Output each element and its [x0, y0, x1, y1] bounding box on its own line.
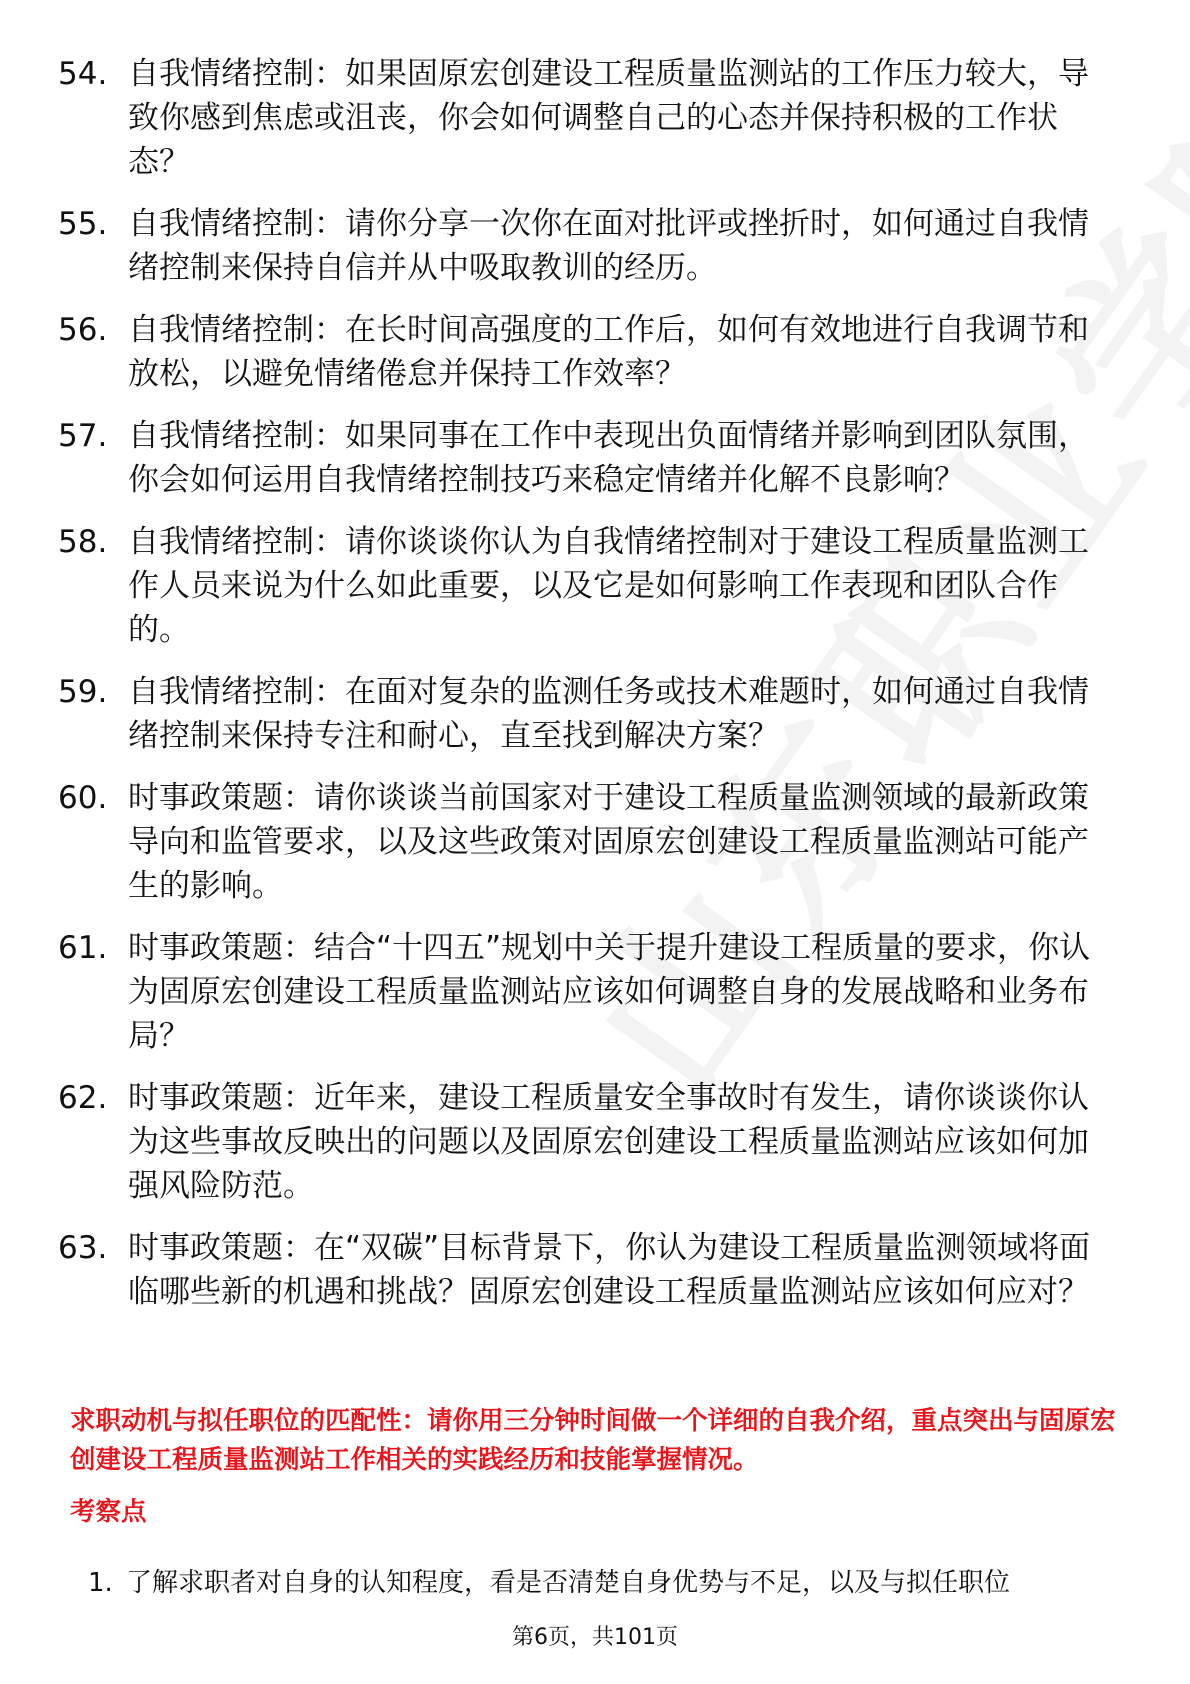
- question-number: 60.: [58, 780, 108, 816]
- question-number: 55.: [58, 206, 108, 242]
- question-text: 自我情绪控制：请你分享一次你在面对批评或挫折时，如何通过自我情绪控制来保持自信并从中吸取教训的经历。: [128, 206, 1089, 286]
- page-footer: 第6页，共101页: [512, 1625, 678, 1650]
- question-item: [58, 776, 1118, 908]
- point-text: 了解求职者对自身的认知程度，看是否清楚自身优势与不足，以及与拟任职位: [126, 1568, 1011, 1598]
- question-list: [58, 52, 1118, 1332]
- section-title: 考察点: [70, 1497, 147, 1527]
- question-number: 56.: [58, 312, 108, 348]
- highlight-question: 求职动机与拟任职位的匹配性：请你用三分钟时间做一个详细的自我介绍，重点突出与固原宏创建设工程质量监测站工作相关的实践经历和技能掌握情况。: [70, 1406, 1116, 1475]
- question-item: [58, 520, 1118, 652]
- question-item: [58, 414, 1118, 502]
- point-number: 1.: [88, 1568, 113, 1598]
- question-text: 自我情绪控制：在长时间高强度的工作后，如何有效地进行自我调节和放松，以避免情绪倦怠并保持工作效率？: [128, 312, 1089, 392]
- question-text: 自我情绪控制：在面对复杂的监测任务或技术难题时，如何通过自我情绪控制来保持专注和耐心，直至找到解决方案？: [128, 674, 1089, 754]
- question-text: 自我情绪控制：如果固原宏创建设工程质量监测站的工作压力较大，导致你感到焦虑或沮丧，你会如何调整自己的心态并保持积极的工作状态？: [128, 56, 1089, 180]
- question-number: 63.: [58, 1230, 108, 1266]
- question-item: [58, 308, 1118, 396]
- question-text: 自我情绪控制：如果同事在工作中表现出负面情绪并影响到团队氛围，你会如何运用自我情绪控制技巧来稳定情绪并化解不良影响？: [128, 418, 1089, 498]
- question-number: 62.: [58, 1080, 108, 1116]
- question-item: [58, 1226, 1118, 1314]
- question-item: [58, 670, 1118, 758]
- question-item: [58, 52, 1118, 184]
- question-text: 时事政策题：请你谈谈当前国家对于建设工程质量监测领域的最新政策导向和监管要求，以及这些政策对固原宏创建设工程质量监测站可能产生的影响。: [128, 780, 1089, 904]
- question-number: 58.: [58, 524, 108, 560]
- point-item: [88, 1565, 1128, 1601]
- question-item: [58, 1076, 1118, 1208]
- question-number: 54.: [58, 56, 108, 92]
- question-text: 时事政策题：结合“十四五”规划中关于提升建设工程质量的要求，你认为固原宏创建设工程质量监测站应该如何调整自身的发展战略和业务布局？: [128, 930, 1091, 1054]
- question-text: 时事政策题：在“双碳”目标背景下，你认为建设工程质量监测领域将面临哪些新的机遇和挑战？固原宏创建设工程质量监测站应该如何应对？: [128, 1230, 1091, 1310]
- point-list: [88, 1565, 1128, 1601]
- question-number: 59.: [58, 674, 108, 710]
- question-text: 时事政策题：近年来，建设工程质量安全事故时有发生，请你谈谈你认为这些事故反映出的问题以及固原宏创建设工程质量监测站应该如何加强风险防范。: [128, 1080, 1089, 1204]
- question-number: 61.: [58, 930, 108, 966]
- question-item: [58, 202, 1118, 290]
- question-item: [58, 926, 1118, 1058]
- question-number: 57.: [58, 418, 108, 454]
- question-text: 自我情绪控制：请你谈谈你认为自我情绪控制对于建设工程质量监测工作人员来说为什么如此重要，以及它是如何影响工作表现和团队合作的。: [128, 524, 1089, 648]
